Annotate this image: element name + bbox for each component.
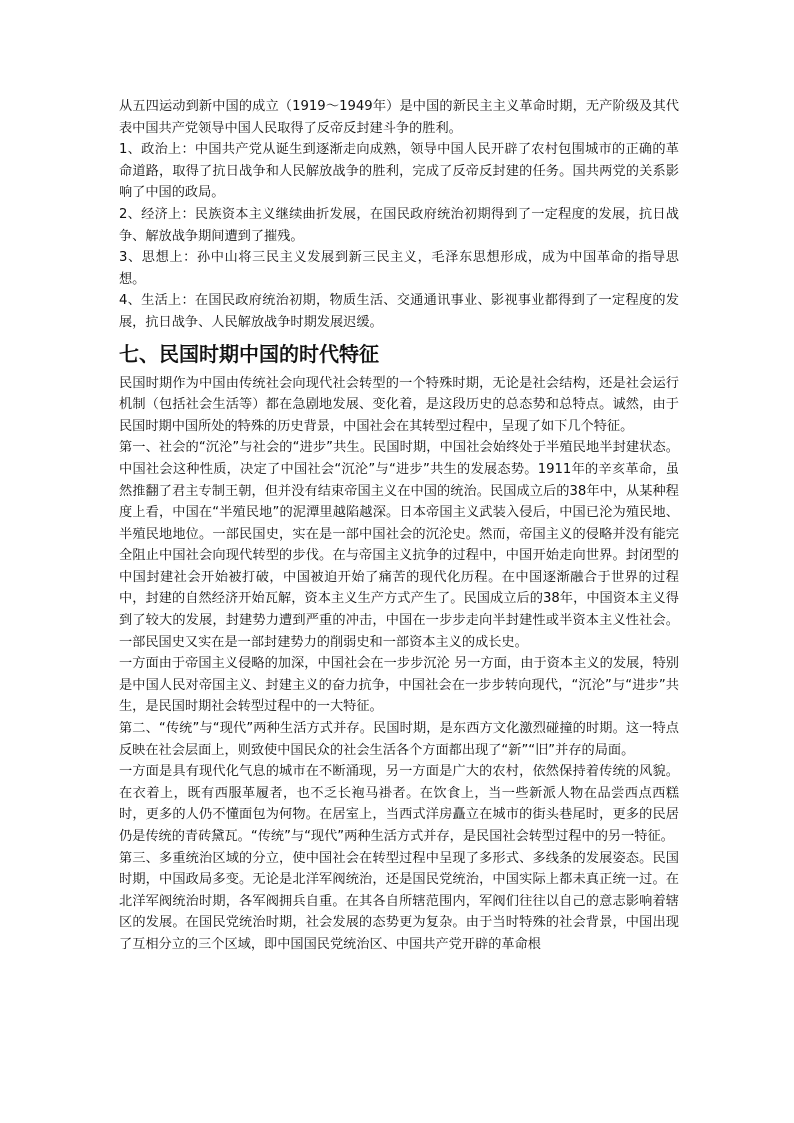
economy-paragraph: 2、经济上：民族资本主义继续曲折发展，在国民政府统治初期得到了一定程度的发展，抗日战争、解放战争期间遭到了摧残。 [119, 206, 679, 244]
feature-three-paragraph: 第三、多重统治区域的分立，使中国社会在转型过程中呈现了多形式、多线条的发展姿态。民国时期，中国政局多变。无论是北洋军阀统治，还是国民党统治，中国实际上都未真正统一过。在北洋军阀统治时期，各军阀拥兵自重。在其各自所辖范围内，军阀们往往以自己的意志影响着辖区的发展。在国民党统治时期，社会发展的态势更为复杂。由于当时特殊的社会背景，中国出现了互相分立的三个区域，即中国国民党统治区、中国共产党开辟的革命根 [119, 850, 679, 952]
politics-paragraph: 1、政治上：中国共产党从诞生到逐渐走向成熟，领导中国人民开辟了农村包围城市的正确的革命道路，取得了抗日战争和人民解放战争的胜利，完成了反帝反封建的任务。国共两党的关系影响了中国的政局。 [119, 142, 679, 201]
life-paragraph: 4、生活上：在国民政府统治初期，物质生活、交通通讯事业、影视事业都得到了一定程度的发展，抗日战争、人民解放战争时期发展迟缓。 [119, 293, 679, 330]
feature-two-paragraph: 第二、“传统”与“现代”两种生活方式并存。民国时期，是东西方文化激烈碰撞的时期。这一特点反映在社会层面上，则致使中国民众的社会生活各个方面都出现了“新”“旧”并存的局面。 [119, 721, 679, 758]
thought-paragraph: 3、思想上：孙中山将三民主义发展到新三民主义，毛泽东思想形成，成为中国革命的指导思想。 [119, 250, 679, 287]
document-page [119, 96, 679, 956]
feature-one-summary-paragraph: 一方面由于帝国主义侵略的加深，中国社会在一步步沉沦 另一方面，由于资本主义的发展，特别是中国人民对帝国主义、封建主义的奋力抗争，中国社会在一步步转向现代，“沉沦”与“进步”共生，是民国时期社会转型过程中的一大特征。 [119, 656, 679, 715]
feature-two-detail-paragraph: 一方面是具有现代化气息的城市在不断涌现，另一方面是广大的农村，依然保持着传统的风貌。在衣着上，既有西服革履者，也不乏长袍马褂者。在饮食上，当一些新派人物在品尝西点西糕时，更多的人仍不懂面包为何物。在居室上，当西式洋房矗立在城市的街头巷尾时，更多的民居仍是传统的青砖黛瓦。“传统”与“现代”两种生活方式并存，是民国社会转型过程中的另一特征。 [119, 764, 679, 844]
feature-one-paragraph: 第一、社会的“沉沦”与社会的“进步”共生。民国时期，中国社会始终处于半殖民地半封建状态。中国社会这种性质，决定了中国社会“沉沦”与“进步”共生的发展态势。1911年的辛亥革命，虽然推翻了君主专制王朝，但并没有结束帝国主义在中国的统治。民国成立后的38年中，从某种程度上看，中国在“半殖民地”的泥潭里越陷越深。日本帝国主义武装入侵后，中国已沦为殖民地、半殖民地地位。一部民国史，实在是一部中国社会的沉沦史。然而，帝国主义的侵略并没有能完全阻止中国社会向现代转型的步伐。在与帝国主义抗争的过程中，中国开始走向世界。封闭型的中国封建社会开始被打破，中国被迫开始了痛苦的现代化历程。在中国逐渐融合于世界的过程中，封建的自然经济开始瓦解，资本主义生产方式产生了。民国成立后的38年，中国资本主义得到了较大的发展，封建势力遭到严重的冲击，中国在一步步走向半封建性或半资本主义性社会。一部民国史又实在是一部封建势力的削弱史和一部资本主义的成长史。 [119, 440, 679, 650]
intro-paragraph: 从五四运动到新中国的成立（1919～1949年）是中国的新民主主义革命时期，无产阶级及其代表中国共产党领导中国人民取得了反帝反封建斗争的胜利。 [119, 99, 679, 136]
overview-paragraph: 民国时期作为中国由传统社会向现代社会转型的一个特殊时期，无论是社会结构，还是社会运行机制（包括社会生活等）都在急剧地发展、变化着，是这段历史的总态势和总特点。诚然，由于民国时期中国所处的特殊的历史背景，中国社会在其转型过程中，呈现了如下几个特征。 [119, 375, 679, 434]
section-heading: 七、民国时期中国的时代特征 [119, 341, 379, 366]
